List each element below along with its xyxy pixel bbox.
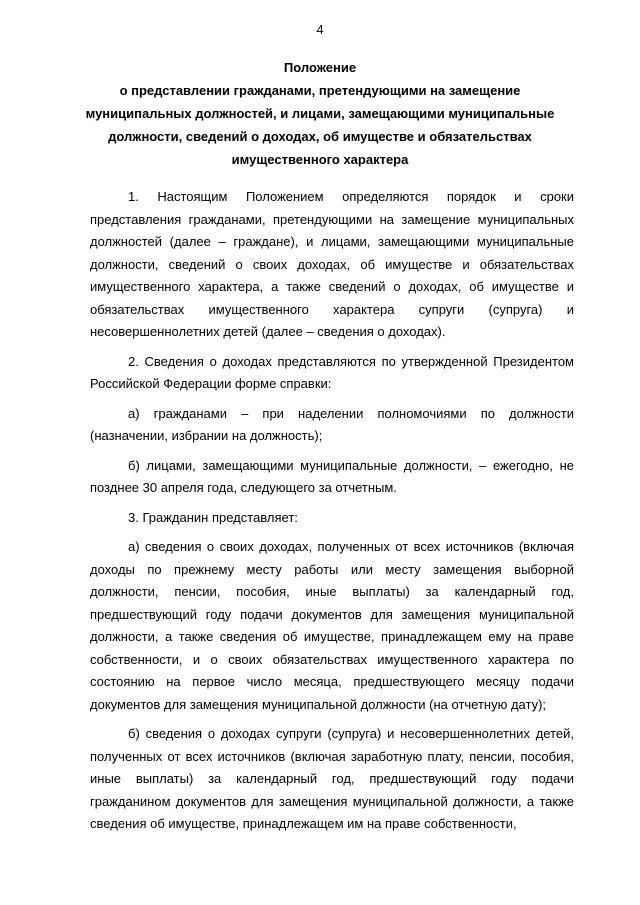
title-line: должности, сведений о доходах, об имуществе и обязательствах xyxy=(108,129,532,144)
title-line: Положение xyxy=(283,60,357,75)
paragraph: б) сведения о доходах супруги (супруга) и несовершеннолетних детей, полученных от всех источников (включая заработную плату, пенсии, пособия, иные выплаты) за календарный год, предшествующий году подачи гражданином документов для замещения муниципальной должности, а также сведения об имуществе, принадлежащем им на праве собственности, xyxy=(90,726,574,831)
document-body xyxy=(90,186,574,843)
paragraph: б) лицами, замещающими муниципальные должности, – ежегодно, не позднее 30 апреля года, следующего за отчетным. xyxy=(90,457,574,495)
paragraph: 2. Сведения о доходах представляются по утвержденной Президентом Российской Федерации форме справки: xyxy=(90,353,574,391)
title-line: о представлении гражданами, претендующими на замещение xyxy=(119,83,521,98)
page-number: 4 xyxy=(316,22,324,37)
title-line: имущественного характера xyxy=(231,152,409,167)
document-title xyxy=(80,56,560,171)
paragraph: а) сведения о своих доходах, полученных от всех источников (включая доходы по прежнему месту работы или месту замещения выборной должности, пенсии, пособия, иные выплаты) за календарный год, предшествующий году подачи документов для замещения муниципальной должности, а также сведения об имуществе, принадлежащем ему на праве собственности, и о своих обязательствах имущественного характера по состоянию на первое число месяца, предшествующего месяцу подачи документов для замещения муниципальной должности (на отчетную дату); xyxy=(90,539,574,712)
title-line: муниципальных должностей, и лицами, замещающими муниципальные xyxy=(85,106,555,121)
paragraph: 1. Настоящим Положением определяются порядок и сроки представления гражданами, претендующими на замещение муниципальных должностей (далее – граждане), и лицами, замещающими муниципальные должности, сведений о своих доходах, об имуществе и обязательствах имущественного характера, а также сведений о доходах, об имуществе и обязательствах имущественного характера супруги (супруга) и несовершеннолетних детей (далее – сведения о доходах). xyxy=(90,189,574,339)
paragraph: а) гражданами – при наделении полномочиями по должности (назначении, избрании на должность); xyxy=(90,405,574,443)
paragraph: 3. Гражданин представляет: xyxy=(128,509,298,525)
